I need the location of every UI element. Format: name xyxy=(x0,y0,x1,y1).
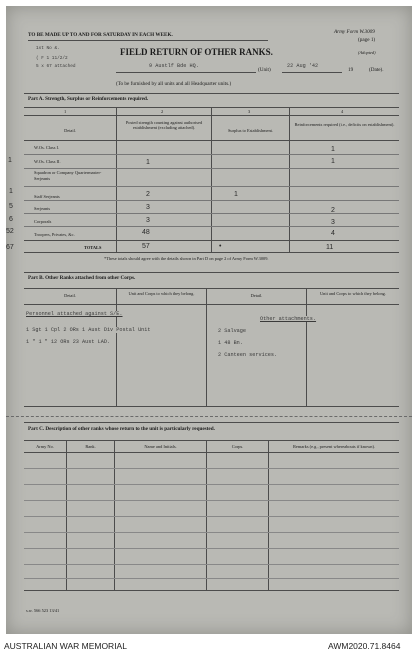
part-c-row-rule xyxy=(24,468,399,469)
part-c-title: Part C. Description of other ranks whose return to the unit is particularly requested. xyxy=(28,426,215,432)
part-c-header-corps: Corps. xyxy=(231,444,244,449)
margin-note-3: 5 x 67 attached xyxy=(36,64,76,69)
notice-text: TO BE MADE UP TO AND FOR SATURDAY IN EACH WEEK. xyxy=(28,32,173,38)
totals-reinforcements: 11 xyxy=(326,244,334,251)
row-margin-tally: 1 xyxy=(8,157,12,164)
form-page: (page 1) xyxy=(358,37,376,43)
part-b-left-line-2: 1 Sgt 1 Cpl 2 ORs 1 Aust Div Postal Unit xyxy=(26,327,151,333)
row-posted: 48 xyxy=(142,229,150,236)
row-reinforcements: 1 xyxy=(331,158,335,165)
row-detail: Serjeants xyxy=(34,206,51,211)
row-rule xyxy=(24,226,399,227)
part-c-header-rank: Rank. xyxy=(85,444,96,449)
part-a-col-number-4: 4 xyxy=(341,109,344,114)
row-margin-tally: 5 xyxy=(9,203,13,210)
part-b-header-unit-right: Unit and Corps to which they belong. xyxy=(320,291,386,296)
part-c-row-rule xyxy=(24,500,399,501)
totals-posted: 57 xyxy=(142,243,150,250)
part-c-header-remarks: Remarks (e.g., present whereabouts if known). xyxy=(292,444,376,449)
row-rule xyxy=(24,168,399,169)
row-detail: Troopers, Privates, &c. xyxy=(34,232,75,237)
part-b-right-line-4: 2 Canteen services. xyxy=(218,352,278,358)
part-b-col-divider-1 xyxy=(116,288,117,406)
part-c-row-rule xyxy=(24,516,399,517)
part-b-col-divider-2 xyxy=(206,288,207,406)
part-c-row-rule xyxy=(24,578,399,579)
part-b-table-top xyxy=(24,288,399,289)
margin-note-1: 1st No &. xyxy=(36,46,60,51)
print-code: s.w. 566 523 13/41 xyxy=(26,608,60,613)
part-c-header-army-no: Army No. xyxy=(36,444,54,449)
part-c-row-rule xyxy=(24,484,399,485)
part-b-header-detail-left: Detail. xyxy=(64,293,76,298)
part-b-right-line-2: 2 Salvage xyxy=(218,328,247,334)
part-c-header-name: Name and Initials. xyxy=(144,444,177,449)
form-sheet xyxy=(6,6,412,634)
part-b-title: Part B. Other Ranks attached from other Corps. xyxy=(28,275,136,281)
furnished-note: (To be furnished by all units and all Headquarter units.) xyxy=(116,81,232,87)
row-detail: Staff Serjeants xyxy=(34,194,60,199)
part-a-col-number-2: 2 xyxy=(161,109,164,114)
part-c-row-rule xyxy=(24,564,399,565)
row-posted: 3 xyxy=(146,204,150,211)
row-rule xyxy=(24,213,399,214)
row-margin-tally: 52 xyxy=(6,228,14,235)
part-a-header-surplus: Surplus to Establishment. xyxy=(227,128,273,133)
row-surplus: 1 xyxy=(234,191,238,198)
part-b-header-rule xyxy=(24,304,399,305)
totals-label: TOTALS xyxy=(84,245,102,250)
part-a-title: Part A. Strength, Surplus or Reinforcements required. xyxy=(28,96,149,102)
part-c-header-rule xyxy=(24,452,399,453)
part-a-col-number-3: 3 xyxy=(248,109,251,114)
perforation-line xyxy=(6,416,412,417)
form-title: FIELD RETURN OF OTHER RANKS. xyxy=(120,47,273,57)
archive-footer xyxy=(0,634,418,653)
totals-surplus: • xyxy=(219,243,222,250)
archive-name: AUSTRALIAN WAR MEMORIAL xyxy=(4,641,127,651)
unit-label: (Unit) xyxy=(258,67,271,73)
part-b-top-rule xyxy=(24,272,399,273)
date-year: 19 xyxy=(348,67,354,73)
unit-underline xyxy=(116,72,256,73)
row-detail: W.Os. Class II. xyxy=(34,159,61,164)
row-margin-tally: 1 xyxy=(9,188,13,195)
part-c-table-top xyxy=(24,440,399,441)
part-b-right-line-1: Other attachments. xyxy=(260,316,317,322)
row-rule xyxy=(24,200,399,201)
row-posted: 3 xyxy=(146,217,150,224)
part-b-col-divider-3 xyxy=(306,288,307,406)
unit-value: 9 Austlf Bde HQ. xyxy=(149,63,199,69)
part-b-left-line-3: 1 " 1 " 12 ORs 23 Aust LAD. xyxy=(26,339,111,345)
part-a-top-rule xyxy=(24,93,399,94)
part-a-table-bottom xyxy=(24,252,399,253)
part-b-left-line-1: Personnel attached against S/E. xyxy=(26,311,123,317)
margin-note-2: ( F 1 11/2/2 xyxy=(36,56,68,61)
part-c-col-divider-3 xyxy=(206,440,207,590)
row-reinforcements: 1 xyxy=(331,146,335,153)
date-label: (Date). xyxy=(369,67,384,73)
part-c-col-divider-2 xyxy=(114,440,115,590)
part-b-header-unit-left: Unit and Corps to which they belong. xyxy=(128,291,195,296)
row-reinforcements: 3 xyxy=(331,219,335,226)
row-posted: 1 xyxy=(146,159,150,166)
part-c-table-bottom xyxy=(24,590,399,591)
date-value: 22 Aug '42 xyxy=(287,63,319,69)
part-b-table-bottom xyxy=(24,406,399,407)
part-a-header-posted: Posted strength counting against authorised establishment (excluding attached). xyxy=(125,120,203,130)
row-detail: Corporals xyxy=(34,219,52,224)
part-c-col-divider-4 xyxy=(268,440,269,590)
part-a-header-detail: Detail. xyxy=(64,128,76,133)
notice-underline xyxy=(28,40,268,41)
row-posted: 2 xyxy=(146,191,150,198)
part-b-right-line-3: 1 48 Bn. xyxy=(218,340,243,346)
row-reinforcements: 2 xyxy=(331,207,335,214)
part-c-col-divider-1 xyxy=(66,440,67,590)
part-a-header-reinforcements: Reinforcements required (i.e., deficits on establishment). xyxy=(294,122,395,127)
part-b-header-detail-right: Detail. xyxy=(250,293,263,298)
row-margin-tally: 6 xyxy=(9,216,13,223)
part-a-col-number-1: 1 xyxy=(64,109,67,114)
row-rule xyxy=(24,186,399,187)
row-rule xyxy=(24,154,399,155)
form-name: Army Form W.3009 xyxy=(334,29,375,35)
archive-reference: AWM2020.71.8464 xyxy=(328,641,401,651)
part-c-row-rule xyxy=(24,532,399,533)
date-underline xyxy=(282,72,342,73)
part-a-col-divider-3 xyxy=(289,107,290,252)
part-c-row-rule xyxy=(24,548,399,549)
part-a-footnote: *These totals should agree with the details shown in Part D on page 2 of Army Form W.3009. xyxy=(104,256,269,261)
row-detail: W.Os. Class I. xyxy=(34,145,60,150)
row-reinforcements: 4 xyxy=(331,230,335,237)
part-c-top-rule xyxy=(24,422,399,423)
row-detail: Squadron or Company Quartermaster-Serjeants xyxy=(34,170,102,181)
adopted-label: (Adopted) xyxy=(358,50,376,55)
totals-margin-tally: 67 xyxy=(6,244,14,251)
